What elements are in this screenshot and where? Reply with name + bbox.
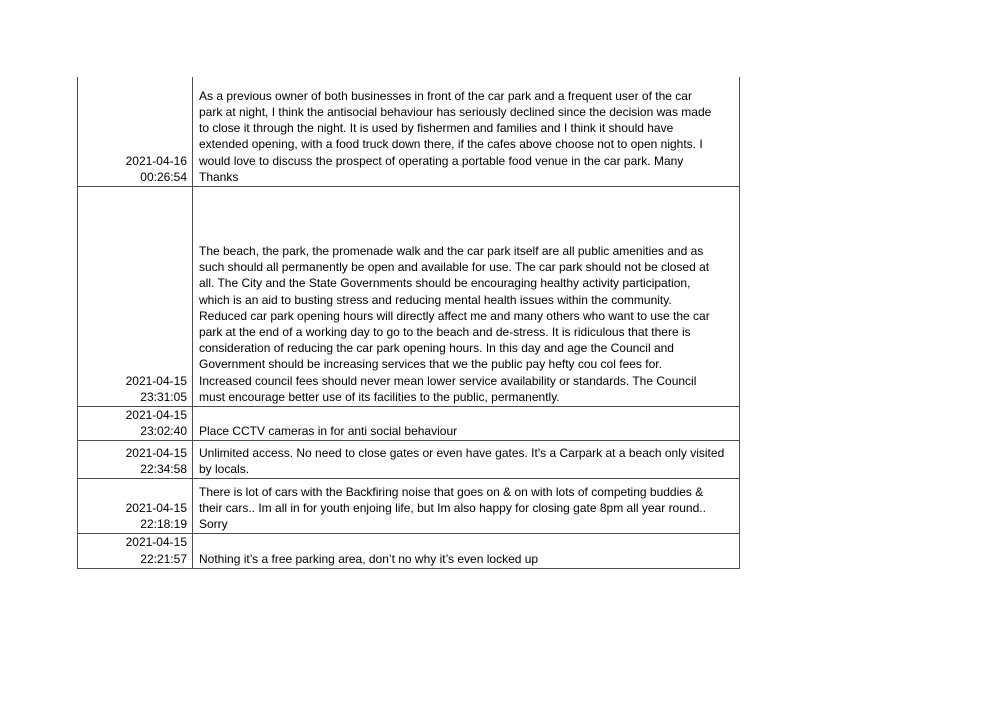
comment-cell: Unlimited access. No need to close gates or even have gates. It's a Carpark at a beach only visited by locals. xyxy=(193,441,740,479)
comment-cell: As a previous owner of both businesses in front of the car park and a frequent user of the car park at night, I think the antisocial behaviour has seriously declined since the decision was made to close it through the night. It is used by fishermen and families and I think it should have extended opening, with a food truck down there, if the cafes above choose not to open nights. I would love to discuss the prospect of operating a portable food venue in the car park. Many Thanks xyxy=(193,77,740,187)
table-row xyxy=(78,479,740,534)
timestamp-cell: 2021-04-16 00:26:54 xyxy=(78,77,193,187)
timestamp-cell: 2021-04-15 23:31:05 xyxy=(78,187,193,407)
table-row xyxy=(78,407,740,441)
timestamp-cell: 2021-04-15 23:02:40 xyxy=(78,407,193,441)
timestamp-cell: 2021-04-15 22:18:19 xyxy=(78,479,193,534)
table-row xyxy=(78,534,740,568)
table-row xyxy=(78,187,740,407)
comment-cell: The beach, the park, the promenade walk and the car park itself are all public amenities and as such should all permanently be open and available for use. The car park should not be closed at all. The City and the State Governments should be encouraging healthy activity participation, which is an aid to busting stress and reducing mental health issues within the community. Reduced car park opening hours will directly affect me and many others who want to use the car park at the end of a working day to go to the beach and de-stress. It is ridiculous that there is consideration of reducing the car park opening hours. In this day and age the Council and Government should be increasing services that we the public pay hefty cou col fees for. Increased council fees should never mean lower service availability or standards. The Council must encourage better use of its facilities to the public, permanently. xyxy=(193,187,740,407)
table-row xyxy=(78,77,740,187)
responses-table xyxy=(77,77,740,569)
timestamp-cell: 2021-04-15 22:34:58 xyxy=(78,441,193,479)
comment-cell: Place CCTV cameras in for anti social behaviour xyxy=(193,407,740,441)
timestamp-cell: 2021-04-15 22:21:57 xyxy=(78,534,193,568)
comment-cell: Nothing it’s a free parking area, don’t no why it’s even locked up xyxy=(193,534,740,568)
comment-cell: There is lot of cars with the Backfiring noise that goes on & on with lots of competing buddies & their cars.. Im all in for youth enjoing life, but Im also happy for closing gate 8pm all year round.. Sorry xyxy=(193,479,740,534)
table-row xyxy=(78,441,740,479)
